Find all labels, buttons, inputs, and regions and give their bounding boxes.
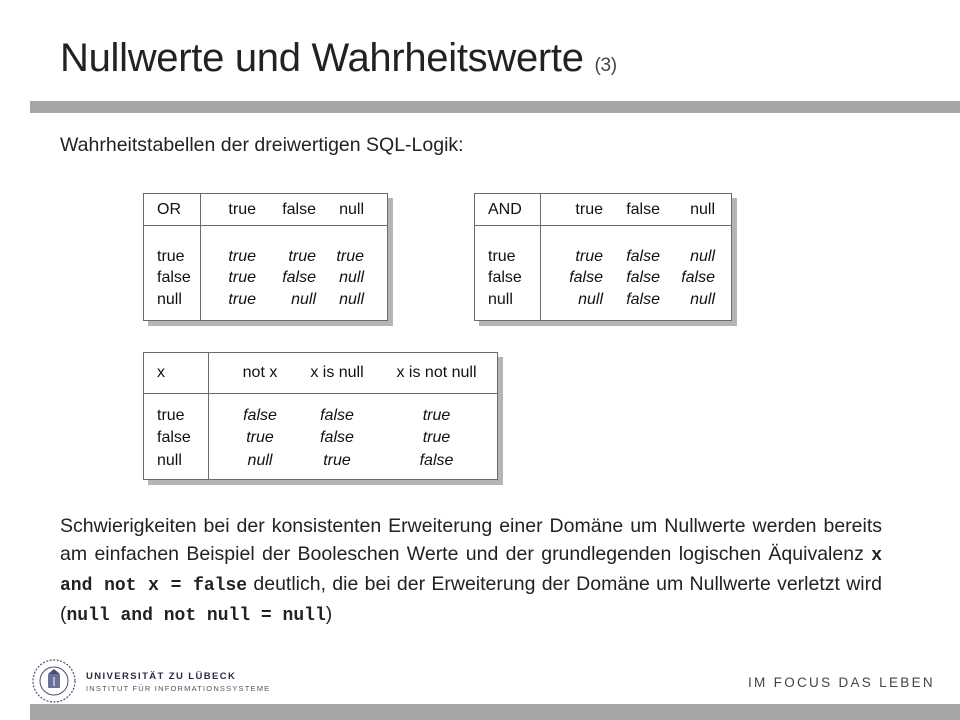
title-number: (3) (594, 55, 617, 76)
table-cell: false (626, 269, 660, 286)
table-cell: true (575, 248, 603, 265)
row-header: null (157, 291, 182, 308)
row-header: true (488, 248, 516, 265)
table-cell: true (422, 429, 451, 446)
table-cell: true (246, 429, 274, 446)
table-cell: false (569, 269, 603, 286)
table-divider (540, 194, 541, 320)
table-cell: false (320, 429, 354, 446)
table-cell: false (626, 291, 660, 308)
row-header: false (157, 429, 191, 446)
paragraph-text: ) (325, 603, 333, 625)
table-cell: false (419, 452, 454, 469)
paragraph-text: deutlich, die bei der Erweiterung der Domäne um Nullwerte verletzt wird ( (60, 573, 882, 625)
table-cell: null (291, 291, 316, 308)
column-header: true (228, 201, 256, 218)
row-header: false (157, 269, 191, 286)
table-cell: null (339, 291, 364, 308)
table-cell: true (228, 248, 256, 265)
table-cell: false (681, 269, 715, 286)
table-cell: false (626, 248, 660, 265)
row-header: false (488, 269, 522, 286)
table-cell: false (243, 407, 277, 424)
column-header: null (690, 201, 715, 218)
table-divider (144, 393, 497, 394)
table-cell: true (323, 452, 351, 469)
table-cell: null (578, 291, 603, 308)
or-truth-table (143, 193, 388, 321)
table-cell: true (336, 248, 364, 265)
not-isnull-truth-table (143, 352, 498, 480)
table-divider (144, 225, 387, 226)
column-header: true (575, 201, 603, 218)
table-corner: x (157, 364, 165, 381)
table-corner: AND (488, 201, 522, 218)
column-header: false (626, 201, 660, 218)
table-cell: true (422, 407, 451, 424)
code-expression: x and not x = false (60, 546, 882, 596)
table-divider (208, 353, 209, 479)
table-cell: true (288, 248, 316, 265)
table-cell: null (339, 269, 364, 286)
row-header: null (157, 452, 182, 469)
column-header: null (339, 201, 364, 218)
row-header: true (157, 248, 185, 265)
title-text: Nullwerte und Wahrheitswerte (60, 36, 584, 80)
university-name: UNIVERSITÄT ZU LÜBECK (86, 671, 237, 682)
and-truth-table (474, 193, 732, 321)
row-header: null (488, 291, 513, 308)
column-header: x is null (310, 364, 364, 381)
table-divider (200, 194, 201, 320)
paragraph-text: Schwierigkeiten bei der konsistenten Erweiterung einer Domäne um Nullwerte werden bereits am einfachen Beispiel der Booleschen Werte und der grundlegenden logischen Äquivalenz (60, 515, 882, 565)
footer-divider (30, 704, 960, 720)
header-divider (30, 101, 960, 113)
row-header: true (157, 407, 185, 424)
subtitle: Wahrheitstabellen der dreiwertigen SQL-Logik: (60, 134, 464, 156)
page-title (60, 36, 617, 81)
table-cell: false (282, 269, 316, 286)
footer-slogan: IM FOCUS DAS LEBEN (748, 675, 935, 690)
institute-name: INSTITUT FÜR INFORMATIONSSYSTEME (86, 684, 271, 693)
body-paragraph (60, 512, 882, 630)
table-cell: false (320, 407, 354, 424)
table-cell: null (690, 248, 715, 265)
table-cell: true (228, 291, 256, 308)
table-cell: true (228, 269, 256, 286)
column-header: x is not null (396, 364, 477, 381)
table-cell: null (247, 452, 273, 469)
table-corner: OR (157, 201, 181, 218)
university-seal-icon (26, 658, 82, 704)
table-divider (475, 225, 731, 226)
table-cell: null (690, 291, 715, 308)
code-expression: null and not null = null (66, 606, 326, 626)
column-header: false (282, 201, 316, 218)
column-header: not x (242, 364, 278, 381)
